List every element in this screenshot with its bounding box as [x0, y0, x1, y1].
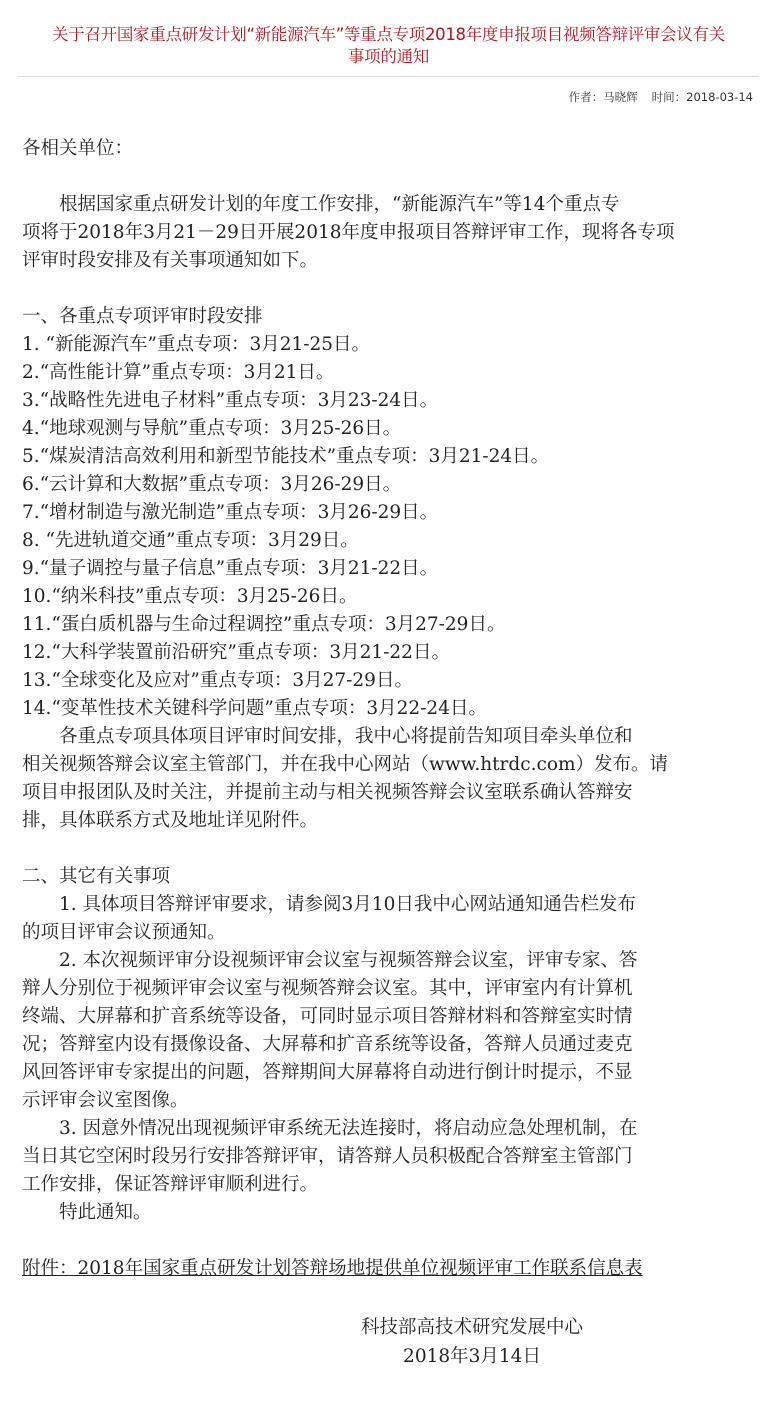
schedule-item: 2.“高性能计算”重点专项：3月21日。 [22, 362, 335, 383]
intro-line: 项将于2018年3月21－29日开展2018年度申报项目答辩评审工作，现将各专项 [22, 222, 675, 243]
schedule-list [22, 331, 760, 723]
salutation: 各相关单位： [22, 138, 134, 159]
matter-line: 当日其它空闲时段另行安排答辩评审，请答辩人员积极配合答辩室主管部门 [22, 1146, 633, 1167]
matter-line: 2. 本次视频评审分设视频评审会议室与视频答辩会议室，评审专家、答 [59, 950, 638, 971]
schedule-note-line: 排，具体联系方式及地址详见附件。 [22, 810, 319, 831]
title-divider [18, 76, 759, 77]
matter-line: 的项目评审会议预通知。 [22, 922, 226, 943]
matter-line: 工作安排，保证答辩评审顺利进行。 [22, 1174, 319, 1195]
section-heading: 一、各重点专项评审时段安排 [22, 306, 263, 327]
signature-date: 2018年3月14日 [403, 1346, 541, 1367]
intro-line: 根据国家重点研发计划的年度工作安排，“新能源汽车”等14个重点专 [59, 194, 620, 215]
matter-line: 辩人分别位于视频评审会议室与视频答辩会议室。其中，评审室内有计算机 [22, 978, 633, 999]
schedule-item: 14.“变革性技术关键科学问题”重点专项：3月22-24日。 [22, 698, 487, 719]
schedule-item: 3.“战略性先进电子材料”重点专项：3月23-24日。 [22, 390, 439, 411]
matter-line: 1. 具体项目答辩评审要求，请参阅3月10日我中心网站通知通告栏发布 [59, 894, 636, 915]
schedule-item: 6.“云计算和大数据”重点专项：3月26-29日。 [22, 474, 402, 495]
matter-item-2 [22, 947, 760, 1115]
schedule-item: 1. “新能源汽车”重点专项：3月21-25日。 [22, 334, 371, 355]
schedule-item: 5.“煤炭清洁高效利用和新型节能技术”重点专项：3月21-24日。 [22, 446, 550, 467]
matter-item-1 [22, 891, 760, 947]
schedule-note-paragraph [22, 723, 760, 835]
schedule-note-line: 各重点专项具体项目评审时间安排，我中心将提前告知项目牵头单位和 [59, 726, 633, 747]
article-meta [569, 89, 753, 105]
signature-block [22, 1311, 760, 1375]
schedule-note-line: 项目申报团队及时关注，并提前主动与相关视频答辩会议室联系确认答辩安 [22, 782, 633, 803]
matter-line: 况；答辩室内设有摄像设备、大屏幕和扩音系统等设备，答辩人员通过麦克 [22, 1034, 633, 1055]
time-label: 时间： [651, 90, 687, 104]
closing-line: 特此通知。 [59, 1202, 152, 1223]
author-name: 马晓辉 [603, 90, 638, 104]
schedule-item: 9.“量子调控与量子信息”重点专项：3月21-22日。 [22, 558, 439, 579]
schedule-note-line: 相关视频答辩会议室主管部门，并在我中心网站（www.htrdc.com）发布。请 [22, 754, 669, 775]
article-body [22, 135, 760, 1375]
matter-line: 终端、大屏幕和扩音系统等设备，可同时显示项目答辩材料和答辩室实时情 [22, 1006, 633, 1027]
schedule-item: 7.“增材制造与激光制造”重点专项：3月26-29日。 [22, 502, 439, 523]
schedule-item: 10.“纳米科技”重点专项：3月25-26日。 [22, 586, 358, 607]
matter-line: 示评审会议室图像。 [22, 1090, 189, 1111]
page-title-line-1: 关于召开国家重点研发计划“新能源汽车”等重点专项2018年度申报项目视频答辩评审会议有关 [52, 25, 725, 44]
schedule-item: 13.“全球变化及应对”重点专项：3月27-29日。 [22, 670, 413, 691]
schedule-item: 8. “先进轨道交通”重点专项：3月29日。 [22, 530, 359, 551]
attachment-link[interactable]: 附件：2018年国家重点研发计划答辩场地提供单位视频评审工作联系信息表 [22, 1258, 643, 1279]
schedule-item: 11.“蛋白质机器与生命过程调控”重点专项：3月27-29日。 [22, 614, 506, 635]
intro-line: 评审时段安排及有关事项通知如下。 [22, 250, 319, 271]
matter-line: 风回答评审专家提出的问题，答辩期间大屏幕将自动进行倒计时提示，不显 [22, 1062, 633, 1083]
publish-date: 2018-03-14 [686, 90, 753, 104]
schedule-item: 12.“大科学装置前沿研究”重点专项：3月21-22日。 [22, 642, 450, 663]
schedule-item: 4.“地球观测与导航”重点专项：3月25-26日。 [22, 418, 402, 439]
signature-org: 科技部高技术研究发展中心 [360, 1317, 583, 1338]
section-heading: 二、其它有关事项 [22, 866, 171, 887]
intro-paragraph [22, 191, 760, 275]
page-title-line-2: 事项的通知 [347, 47, 429, 66]
matter-line: 3. 因意外情况出现视频评审系统无法连接时，将启动应急处理机制，在 [59, 1118, 638, 1139]
author-label: 作者： [568, 90, 604, 104]
matter-item-3 [22, 1115, 760, 1199]
page-title [18, 24, 759, 68]
